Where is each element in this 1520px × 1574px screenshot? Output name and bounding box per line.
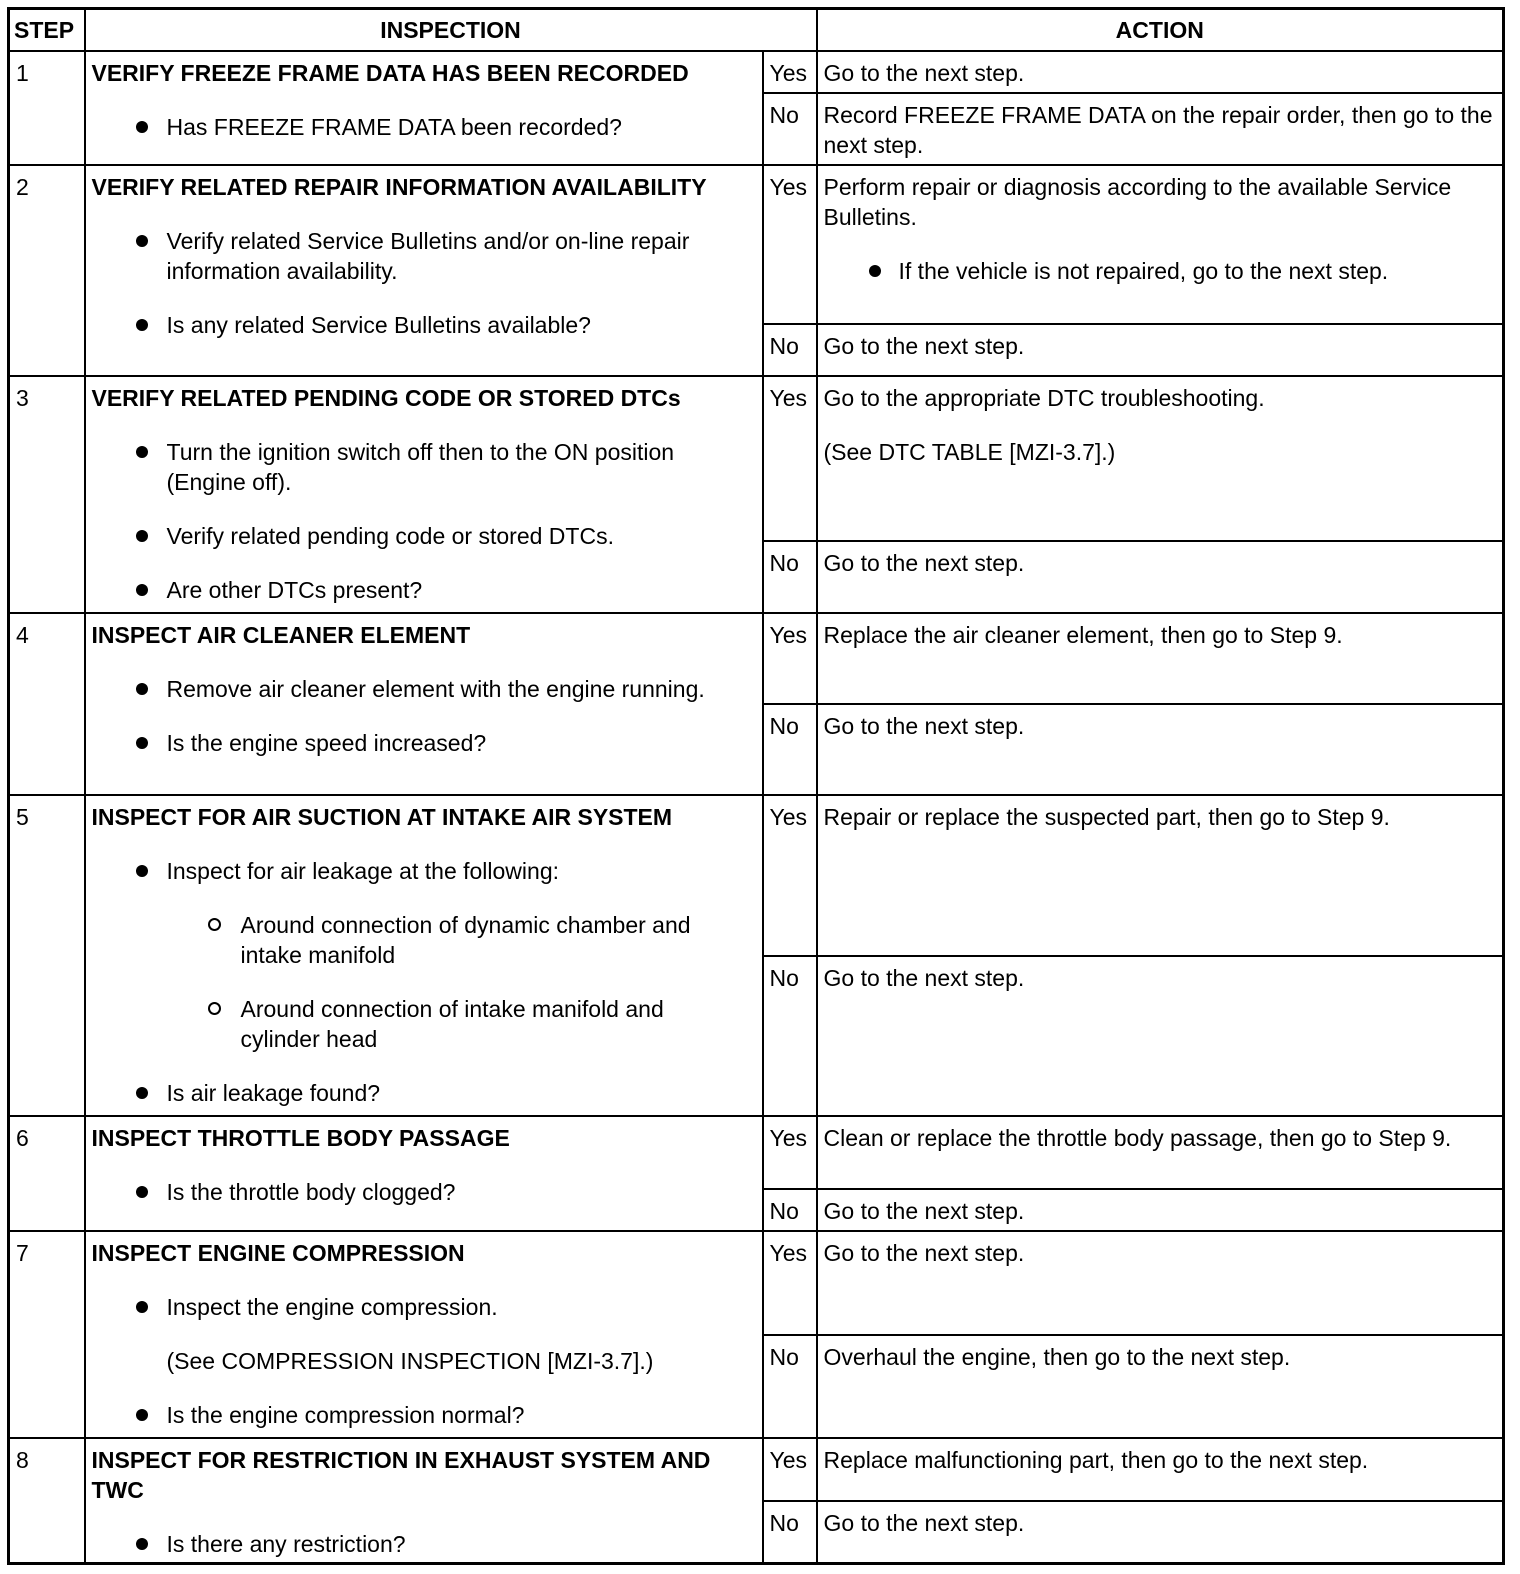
subbullet-text: Around connection of intake manifold and cylinder head — [240, 995, 664, 1052]
inspection-bullet — [92, 437, 756, 497]
bullet-icon — [136, 121, 148, 133]
inspection-cell — [85, 1116, 763, 1231]
bullet-icon — [136, 1409, 148, 1421]
inspection-title: VERIFY RELATED PENDING CODE OR STORED DTCs — [91, 384, 681, 411]
no-label: No — [763, 1501, 817, 1564]
inspection-bullet — [92, 1400, 756, 1430]
yes-action-cell — [817, 165, 1504, 324]
bullet-icon — [136, 737, 148, 749]
inspection-title: INSPECT FOR RESTRICTION IN EXHAUST SYSTEM AND TWC — [91, 1446, 711, 1503]
bullet-icon — [869, 265, 881, 277]
inspection-cell — [85, 51, 763, 165]
step-number: 3 — [9, 376, 85, 613]
yes-note: (See DTC TABLE [MZI-3.7].) — [823, 438, 1116, 465]
no-label: No — [763, 1335, 817, 1438]
yes-action: Go to the next step. — [817, 1231, 1504, 1335]
bullet-icon — [136, 446, 148, 458]
inspection-bullet — [92, 521, 756, 551]
yes-label: Yes — [763, 376, 817, 541]
inspection-bullet — [92, 1529, 756, 1559]
no-label: No — [763, 956, 817, 1116]
bullet-text: Is the throttle body clogged? — [166, 1178, 456, 1205]
no-label: No — [763, 324, 817, 376]
no-action: Go to the next step. — [817, 1189, 1504, 1231]
inspection-title: INSPECT ENGINE COMPRESSION — [91, 1239, 465, 1266]
inspection-cell — [85, 376, 763, 613]
step-number: 1 — [9, 51, 85, 165]
sub-bullet-icon — [208, 918, 221, 931]
no-label: No — [763, 541, 817, 613]
inspection-bullet — [92, 1292, 756, 1322]
yes-action: Perform repair or diagnosis according to the available Service Bulletins. — [823, 173, 1452, 230]
yes-label: Yes — [763, 795, 817, 956]
step-number: 4 — [9, 613, 85, 795]
inspection-bullet — [92, 226, 756, 286]
step-3-yes-row — [9, 376, 1504, 541]
inspection-bullet — [92, 1078, 756, 1108]
no-label: No — [763, 93, 817, 165]
sub-bullet-icon — [208, 1002, 221, 1015]
no-label: No — [763, 704, 817, 795]
step-number: 7 — [9, 1231, 85, 1438]
bullet-text: Is there any restriction? — [166, 1530, 406, 1557]
no-action: Go to the next step. — [817, 956, 1504, 1116]
inspection-title: VERIFY RELATED REPAIR INFORMATION AVAILABILITY — [91, 173, 707, 200]
bullet-icon — [136, 319, 148, 331]
step-2-yes-row — [9, 165, 1504, 324]
bullet-icon — [136, 235, 148, 247]
bullet-text: Is the engine speed increased? — [166, 729, 487, 756]
yes-action: Replace malfunctioning part, then go to the next step. — [817, 1438, 1504, 1501]
no-action: Go to the next step. — [817, 704, 1504, 795]
bullet-icon — [136, 1087, 148, 1099]
step-4-yes-row — [9, 613, 1504, 704]
bullet-icon — [136, 530, 148, 542]
inspection-bullet — [92, 575, 756, 605]
step-number: 2 — [9, 165, 85, 376]
no-action: Go to the next step. — [817, 541, 1504, 613]
subbullet-text: Around connection of dynamic chamber and intake manifold — [240, 911, 691, 968]
bullet-text: If the vehicle is not repaired, go to the next step. — [898, 257, 1389, 284]
bullet-text: Verify related pending code or stored DTCs. — [166, 522, 614, 549]
bullet-icon — [136, 584, 148, 596]
bullet-icon — [136, 1186, 148, 1198]
no-action: Go to the next step. — [817, 324, 1504, 376]
troubleshooting-table — [7, 7, 1505, 1565]
yes-label: Yes — [763, 613, 817, 704]
inspection-subbullet — [92, 994, 756, 1054]
inspection-title: INSPECT AIR CLEANER ELEMENT — [91, 621, 471, 648]
yes-action: Repair or replace the suspected part, then go to Step 9. — [817, 795, 1504, 956]
bullet-text: Remove air cleaner element with the engine running. — [166, 675, 705, 702]
step-number: 8 — [9, 1438, 85, 1564]
inspection-bullet — [92, 112, 756, 142]
step-8-yes-row — [9, 1438, 1504, 1501]
bullet-text: Is air leakage found? — [166, 1079, 381, 1106]
bullet-text: Inspect the engine compression. — [166, 1293, 498, 1320]
inspection-cell — [85, 165, 763, 376]
inspection-bullet — [92, 310, 756, 340]
no-action: Record FREEZE FRAME DATA on the repair order, then go to the next step. — [817, 93, 1504, 165]
bullet-icon — [136, 865, 148, 877]
bullet-text: Has FREEZE FRAME DATA been recorded? — [166, 113, 622, 140]
inspection-title: INSPECT THROTTLE BODY PASSAGE — [91, 1124, 510, 1151]
yes-label: Yes — [763, 1116, 817, 1189]
yes-label: Yes — [763, 165, 817, 324]
yes-label: Yes — [763, 51, 817, 93]
yes-action: Replace the air cleaner element, then go to Step 9. — [817, 613, 1504, 704]
inspection-bullet — [92, 674, 756, 704]
step-5-yes-row — [9, 795, 1504, 956]
bullet-text: Is the engine compression normal? — [166, 1401, 525, 1428]
header-row — [9, 9, 1504, 51]
bullet-text: Inspect for air leakage at the following: — [166, 857, 560, 884]
step-7-yes-row — [9, 1231, 1504, 1335]
header-step: STEP — [9, 9, 85, 51]
step-number: 5 — [9, 795, 85, 1116]
bullet-text: Is any related Service Bulletins available? — [166, 311, 591, 338]
no-action: Overhaul the engine, then go to the next step. — [817, 1335, 1504, 1438]
inspection-cell — [85, 1438, 763, 1564]
inspection-title: VERIFY FREEZE FRAME DATA HAS BEEN RECORDED — [91, 59, 689, 86]
yes-action: Go to the appropriate DTC troubleshooting. — [823, 384, 1265, 411]
bullet-icon — [136, 1301, 148, 1313]
inspection-bullet — [92, 1177, 756, 1207]
bullet-text: Turn the ignition switch off then to the ON position (Engine off). — [166, 438, 675, 495]
inspection-subbullet — [92, 910, 756, 970]
step-number: 6 — [9, 1116, 85, 1231]
header-action: ACTION — [817, 9, 1504, 51]
no-label: No — [763, 1189, 817, 1231]
inspection-title: INSPECT FOR AIR SUCTION AT INTAKE AIR SYSTEM — [91, 803, 673, 830]
step-1-yes-row — [9, 51, 1504, 93]
yes-action-cell — [817, 376, 1504, 541]
bullet-text: Are other DTCs present? — [166, 576, 423, 603]
yes-label: Yes — [763, 1231, 817, 1335]
inspection-cell — [85, 613, 763, 795]
step-6-yes-row — [9, 1116, 1504, 1189]
inspection-bullet — [92, 856, 756, 886]
no-action: Go to the next step. — [817, 1501, 1504, 1564]
bullet-text: Verify related Service Bulletins and/or on-line repair information availability. — [166, 227, 690, 284]
yes-label: Yes — [763, 1438, 817, 1501]
bullet-icon — [136, 683, 148, 695]
bullet-icon — [136, 1538, 148, 1550]
inspection-note: (See COMPRESSION INSPECTION [MZI-3.7].) — [166, 1347, 654, 1374]
action-bullet — [824, 256, 1497, 286]
inspection-cell — [85, 1231, 763, 1438]
yes-action: Go to the next step. — [817, 51, 1504, 93]
header-inspection: INSPECTION — [85, 9, 817, 51]
inspection-cell — [85, 795, 763, 1116]
inspection-bullet — [92, 728, 756, 758]
yes-action: Clean or replace the throttle body passage, then go to Step 9. — [817, 1116, 1504, 1189]
